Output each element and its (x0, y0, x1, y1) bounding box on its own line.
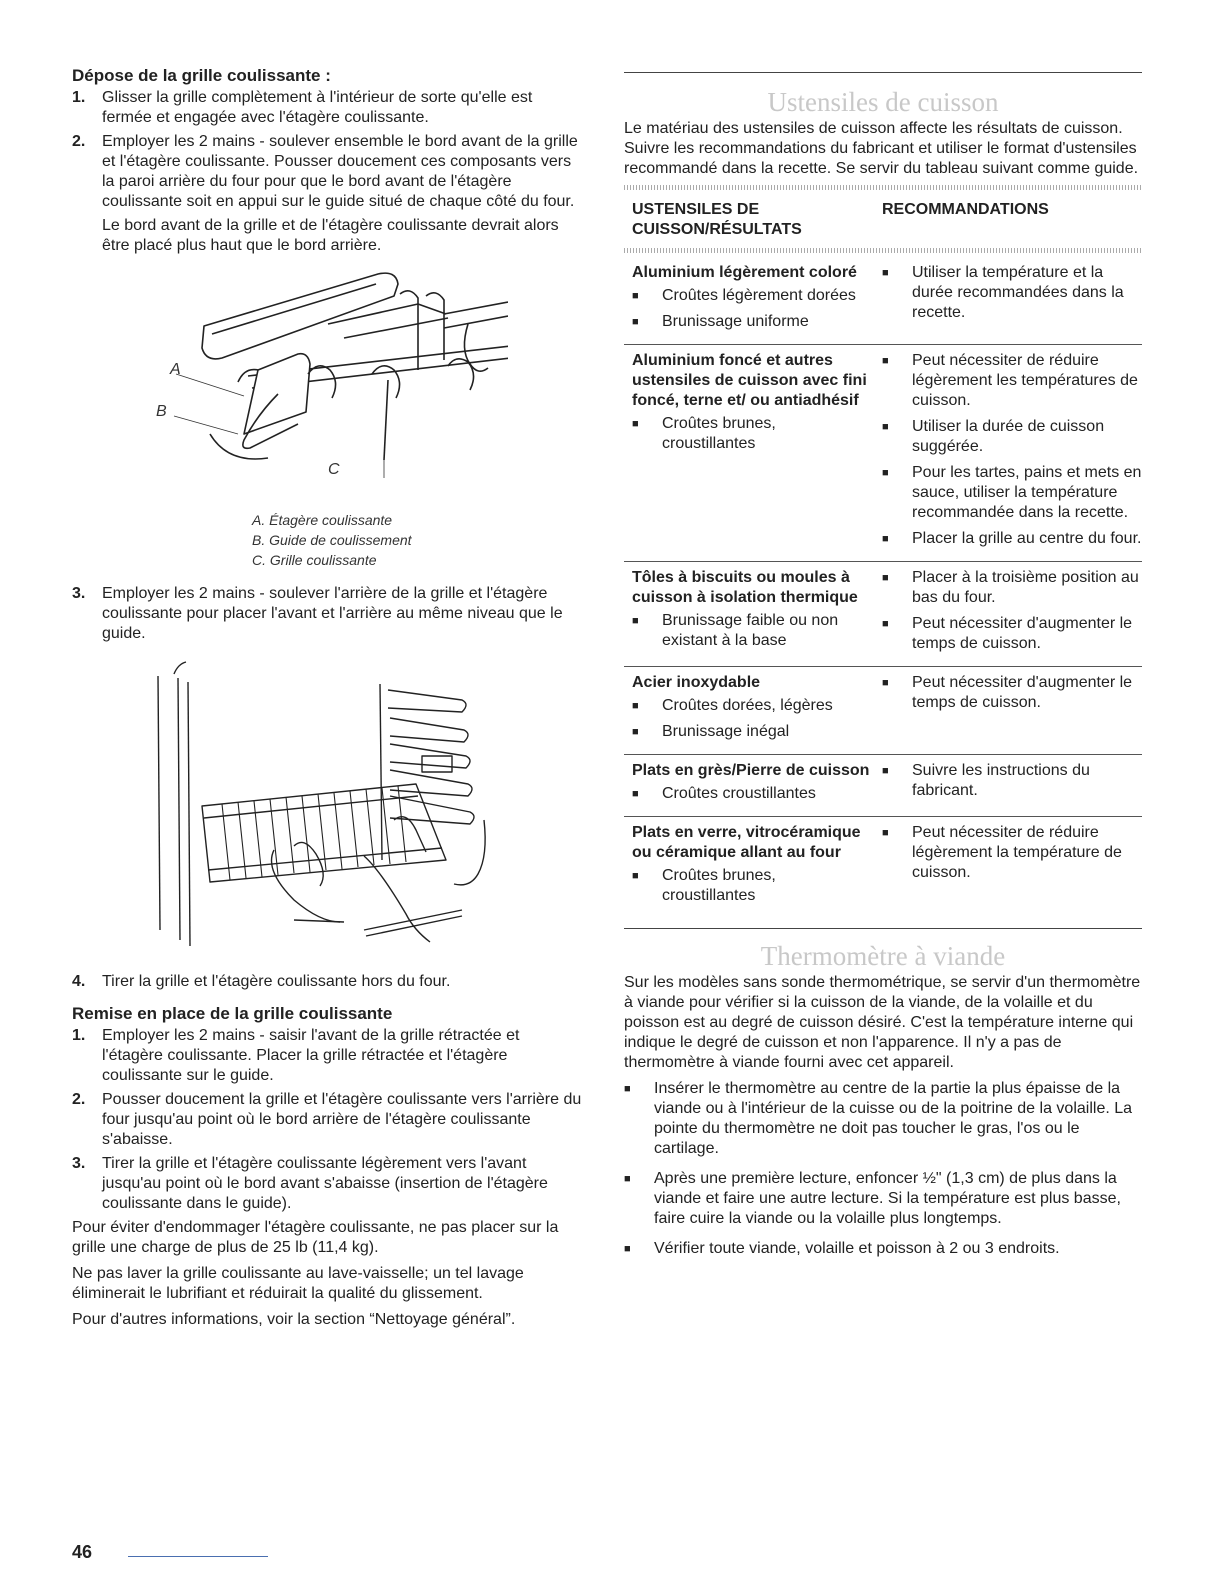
thermometer-instructions (624, 1079, 1142, 1259)
heading-remove-rack: Dépose de la grille coulissante : (72, 66, 331, 85)
table-row (624, 345, 1142, 562)
cookware-cell (632, 761, 872, 810)
bullet-square-icon: ■ (632, 788, 639, 800)
bullet-text: Utiliser la température et la durée recommandées dans la recette. (912, 264, 1124, 321)
recommendation-cell (872, 761, 1142, 810)
step-text: Glisser la grille complètement à l'intérieur de sorte qu'elle est fermée et engagée avec l'étagère coulissante. (102, 89, 533, 126)
bullet-text: Peut nécessiter de réduire légèrement la température de cuisson. (912, 824, 1122, 881)
result-item (632, 866, 872, 906)
bullet-text: Vérifier toute viande, volaille et poisson à 2 ou 3 endroits. (654, 1240, 1060, 1257)
figure-rack-parts (72, 264, 584, 504)
bullet-text: Croûtes brunes, croustillantes (662, 867, 776, 904)
table-header (624, 194, 1142, 244)
figure-label-c: C (328, 461, 340, 478)
recommendation-cell (872, 263, 1142, 338)
left-column (72, 66, 584, 1336)
cookware-material: Plats en verre, vitrocéramique ou céramique allant au four (632, 824, 861, 861)
recommendation-item (882, 673, 1142, 713)
result-item (632, 286, 872, 306)
bullet-square-icon: ■ (624, 1173, 631, 1185)
cookware-material: Aluminium légèrement coloré (632, 264, 857, 281)
bullet-text: Croûtes croustillantes (662, 785, 816, 802)
recommendation-cell (872, 568, 1142, 660)
replace-step-1 (72, 1026, 584, 1086)
step-number: 3. (72, 585, 86, 602)
bullet-square-icon: ■ (882, 467, 889, 479)
bullet-square-icon: ■ (882, 355, 889, 367)
recommendation-item (882, 263, 1142, 323)
step-text: Tirer la grille et l'étagère coulissante légèrement vers l'avant jusqu'au point où le bord avant s'abaisse (insertion de l'étagère coulissante dans le guide). (102, 1155, 548, 1212)
bullet-square-icon: ■ (882, 827, 889, 839)
remove-step-1 (72, 88, 584, 128)
figure-label-b: B (156, 403, 167, 420)
figure-caption (252, 510, 584, 570)
bullet-square-icon: ■ (632, 316, 639, 328)
remove-step-3 (72, 584, 584, 644)
cookware-material: Tôles à biscuits ou moules à cuisson à isolation thermique (632, 569, 858, 606)
replace-step-2 (72, 1090, 584, 1150)
bullet-text: Placer à la troisième position au bas du four. (912, 569, 1139, 606)
right-column (624, 66, 1142, 1269)
bullet-square-icon: ■ (632, 870, 639, 882)
result-item (632, 696, 872, 716)
remove-step-2 (72, 132, 584, 212)
bullet-square-icon: ■ (632, 290, 639, 302)
bullet-square-icon: ■ (624, 1243, 631, 1255)
recommendation-item (882, 823, 1142, 883)
step-text: Pousser doucement la grille et l'étagère coulissante vers l'arrière du four jusqu'au point où le bord arrière de l'étagère coulissante s'abaisse. (102, 1091, 582, 1148)
thermometer-intro: Sur les modèles sans sonde thermométrique, se servir d'un thermomètre à viande pour vérifier si la cuisson de la viande, de la volaille et du poisson est au degré de cuisson désiré. C'est la température interne qui indique le degré de cuisson et non l'apparence. Il n'y a pas de thermomètre à viande fourni avec cet appareil. (624, 974, 1141, 1071)
recommendation-item (882, 761, 1142, 801)
bullet-text: Pour les tartes, pains et mets en sauce, utiliser la température recommandée dans la recette. (912, 464, 1142, 521)
table-row (624, 257, 1142, 345)
recommendation-item (882, 568, 1142, 608)
oven-rack-illustration (144, 660, 504, 950)
step-text: Employer les 2 mains - saisir l'avant de la grille rétractée et l'étagère coulissante. Placer la grille rétractée et l'étagère coulissante sur le guide. (102, 1027, 520, 1084)
caption-line-b: B. Guide de coulissement (252, 532, 412, 548)
bullet-text: Peut nécessiter d'augmenter le temps de cuisson. (912, 615, 1133, 652)
heading-replace-rack: Remise en place de la grille coulissante (72, 1004, 393, 1023)
bullet-square-icon: ■ (882, 618, 889, 630)
bullet-square-icon: ■ (882, 267, 889, 279)
step-2-note: Le bord avant de la grille et de l'étagère coulissante devrait alors être placé plus haut que le bord arrière. (102, 217, 559, 254)
bullet-text: Brunissage inégal (662, 723, 790, 740)
bullet-text: Peut nécessiter d'augmenter le temps de cuisson. (912, 674, 1133, 711)
bullet-item (624, 1079, 1142, 1159)
step-number: 2. (72, 133, 86, 150)
bullet-item (624, 1169, 1142, 1229)
bullet-square-icon: ■ (624, 1083, 631, 1095)
bullet-text: Brunissage faible ou non existant à la base (662, 612, 839, 649)
step-number: 4. (72, 973, 86, 990)
bullet-text: Utiliser la durée de cuisson suggérée. (912, 418, 1105, 455)
bullet-text: Après une première lecture, enfoncer ½" (1,3 cm) de plus dans la viande et faire une autre lecture. Si la température est plus basse, faire cuire la viande ou la volaille plus longtemps. (654, 1170, 1121, 1227)
recommendation-cell (872, 351, 1142, 555)
table-row (624, 562, 1142, 667)
step-number: 1. (72, 89, 86, 106)
bullet-square-icon: ■ (632, 726, 639, 738)
step-number: 2. (72, 1091, 86, 1108)
figure-label-a: A (170, 361, 181, 378)
result-item (632, 312, 872, 332)
remove-step-4 (72, 972, 584, 992)
cookware-cell (632, 673, 872, 748)
recommendation-item (882, 351, 1142, 411)
table-row (624, 667, 1142, 755)
cookware-cell (632, 823, 872, 912)
cookware-material: Aluminium foncé et autres ustensiles de cuisson avec fini foncé, terne et/ ou antiadhésif (632, 352, 867, 409)
section-title-cookware: Ustensiles de cuisson (767, 87, 999, 117)
bullet-text: Placer la grille au centre du four. (912, 530, 1142, 547)
recommendation-item (882, 463, 1142, 523)
footer-rule (128, 1556, 268, 1557)
section-rule (624, 72, 1142, 73)
bullet-text: Croûtes brunes, croustillantes (662, 415, 776, 452)
table-row (624, 817, 1142, 918)
recommendation-item (882, 529, 1142, 549)
result-item (632, 784, 872, 804)
bullet-square-icon: ■ (882, 765, 889, 777)
paragraph-dishwasher: Ne pas laver la grille coulissante au lave-vaisselle; un tel lavage éliminerait le lubrifiant et réduirait la qualité du glissement. (72, 1265, 524, 1302)
caption-line-c: C. Grille coulissante (252, 552, 377, 568)
cookware-table (624, 257, 1142, 918)
bullet-square-icon: ■ (882, 421, 889, 433)
caption-line-a: A. Étagère coulissante (252, 512, 393, 528)
paragraph-weight-limit: Pour éviter d'endommager l'étagère coulissante, ne pas placer sur la grille une charge de plus de 25 lb (11,4 kg). (72, 1219, 559, 1256)
bullet-text: Croûtes légèrement dorées (662, 287, 856, 304)
table-top-divider (624, 185, 1142, 190)
cookware-cell (632, 568, 872, 660)
bullet-text: Croûtes dorées, légères (662, 697, 833, 714)
bullet-text: Brunissage uniforme (662, 313, 809, 330)
cookware-cell (632, 351, 872, 555)
step-number: 1. (72, 1027, 86, 1044)
bullet-square-icon: ■ (882, 677, 889, 689)
bullet-text: Suivre les instructions du fabricant. (912, 762, 1090, 799)
header-cookware-results: USTENSILES DE CUISSON/RÉSULTATS (632, 201, 802, 238)
bullet-square-icon: ■ (632, 418, 639, 430)
step-text: Tirer la grille et l'étagère coulissante hors du four. (102, 973, 451, 990)
section-rule (624, 928, 1142, 929)
cookware-cell (632, 263, 872, 338)
recommendation-item (882, 614, 1142, 654)
header-recommendations: RECOMMANDATIONS (882, 201, 1049, 218)
result-item (632, 722, 872, 742)
table-row (624, 755, 1142, 817)
cookware-material: Acier inoxydable (632, 674, 761, 691)
figure-oven-rack-hands (144, 660, 584, 950)
recommendation-cell (872, 673, 1142, 748)
bullet-square-icon: ■ (632, 700, 639, 712)
page-number: 46 (72, 1542, 93, 1562)
bullet-square-icon: ■ (882, 572, 889, 584)
section-title-meat-thermometer: Thermomètre à viande (760, 941, 1006, 971)
step-text: Employer les 2 mains - soulever ensemble le bord avant de la grille et l'étagère coulissante. Pousser doucement ces composants vers la paroi arrière du four pour que le bord avant de l'étagère coulissante soit en appui sur le guide situé de chaque côté du four. (102, 133, 578, 210)
bullet-text: Peut nécessiter de réduire légèrement les températures de cuisson. (912, 352, 1138, 409)
recommendation-cell (872, 823, 1142, 912)
result-item (632, 611, 872, 651)
bullet-square-icon: ■ (882, 533, 889, 545)
bullet-square-icon: ■ (632, 615, 639, 627)
paragraph-see-cleaning: Pour d'autres informations, voir la section “Nettoyage général”. (72, 1311, 516, 1328)
result-item (632, 414, 872, 454)
step-text: Employer les 2 mains - soulever l'arrière de la grille et l'étagère coulissante pour placer l'avant et l'arrière au même niveau que le guide. (102, 585, 563, 642)
replace-step-3 (72, 1154, 584, 1214)
bullet-text: Insérer le thermomètre au centre de la partie la plus épaisse de la viande ou à l'intérieur de la cuisse ou de la poitrine de la volaille. La pointe du thermomètre ne doit pas toucher le gras, l'os ou le cartilage. (654, 1080, 1133, 1157)
cookware-material: Plats en grès/Pierre de cuisson (632, 762, 870, 779)
bullet-item (624, 1239, 1142, 1259)
step-number: 3. (72, 1155, 86, 1172)
recommendation-item (882, 417, 1142, 457)
table-header-divider (624, 248, 1142, 253)
cookware-intro: Le matériau des ustensiles de cuisson affecte les résultats de cuisson. Suivre les recommandations du fabricant et utiliser le format d'ustensiles recommandé dans la recette. Se servir du tableau suivant comme guide. (624, 120, 1139, 177)
